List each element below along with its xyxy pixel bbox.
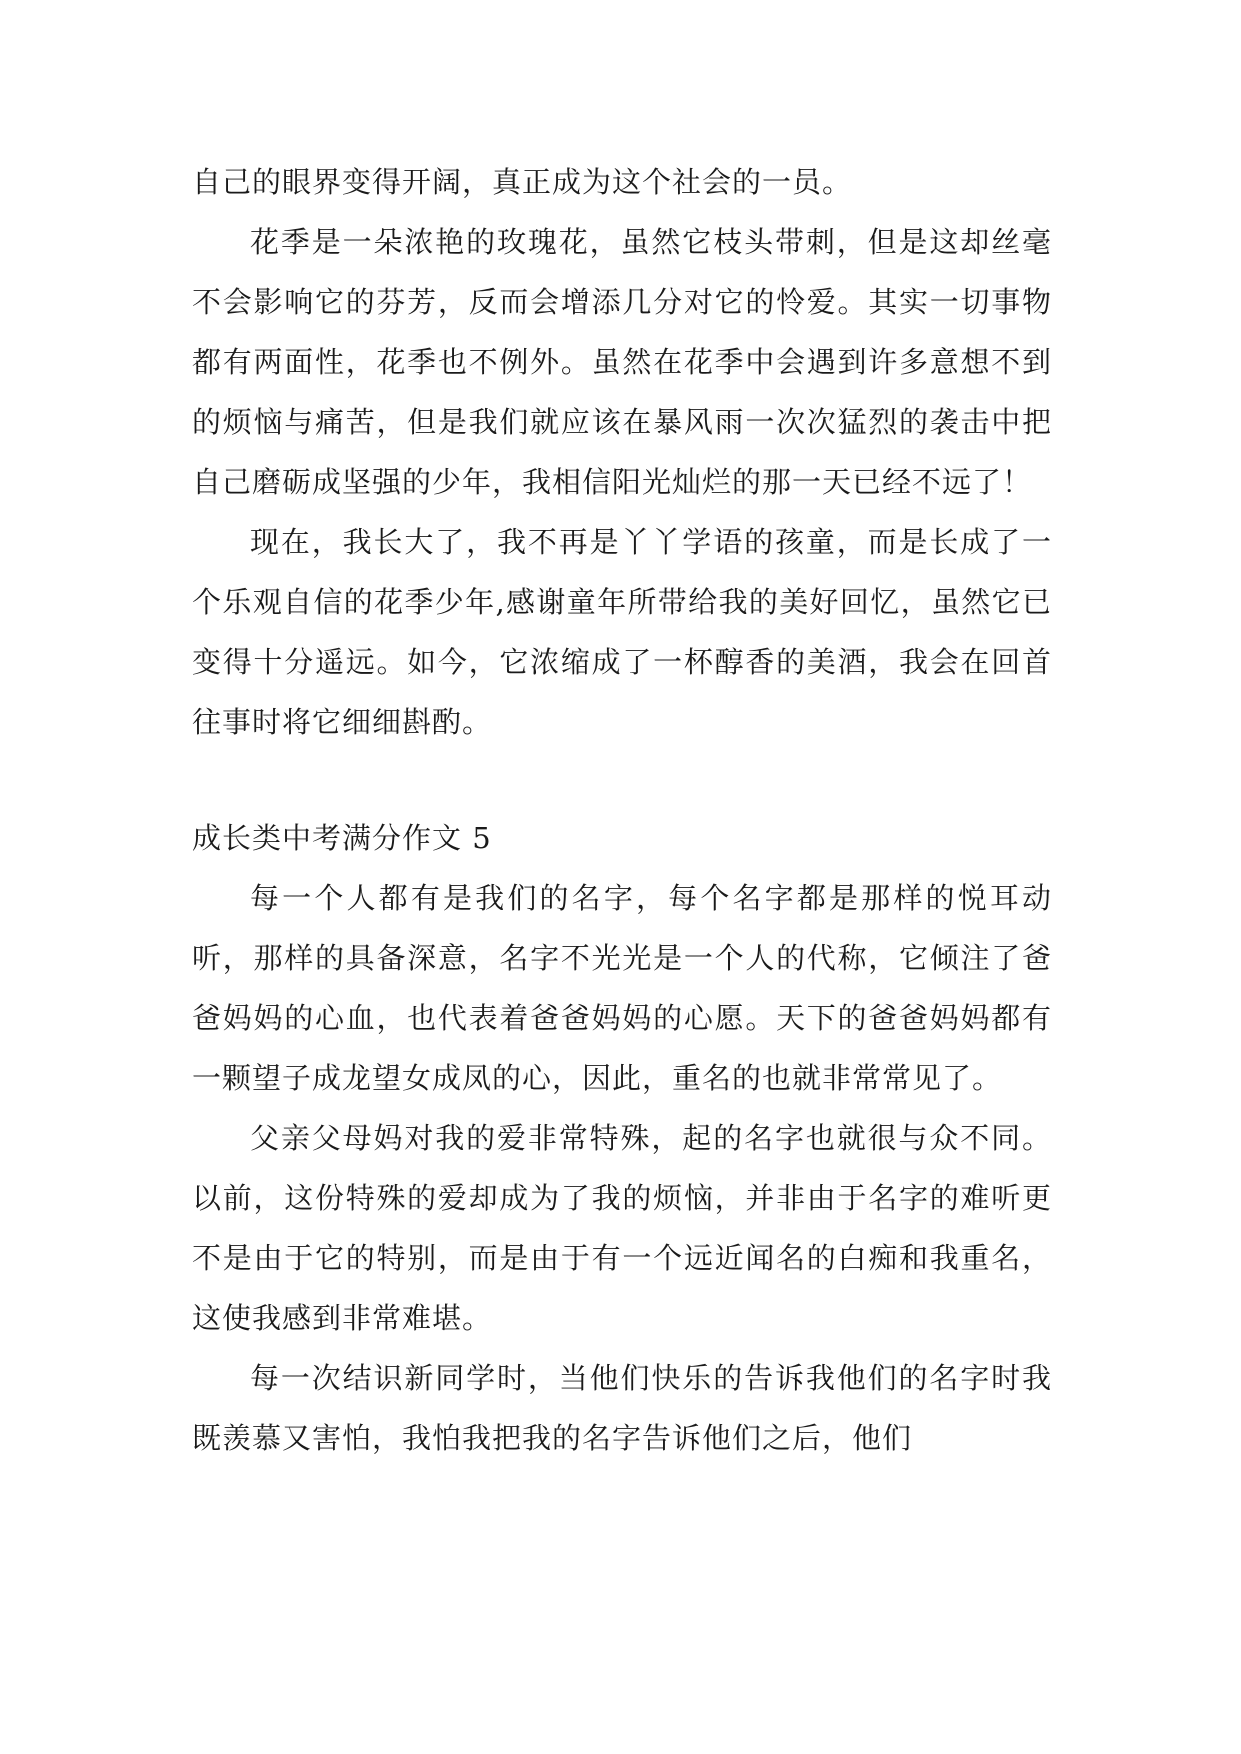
paragraph-parents-love: 父亲父母妈对我的爱非常特殊，起的名字也就很与众不同。以前，这份特殊的爱却成为了我的烦恼，并非由于名字的难听更不是由于它的特别，而是由于有一个远近闻名的白痴和我重名，这使我感到非常难堪。 bbox=[192, 1121, 1052, 1335]
document-page bbox=[192, 152, 1052, 1468]
paragraph-names: 每一个人都有是我们的名字，每个名字都是那样的悦耳动听，那样的具备深意，名字不光光是一个人的代称，它倾注了爸爸妈妈的心血，也代表着爸爸妈妈的心愿。天下的爸爸妈妈都有一颗望子成龙望女成凤的心，因此，重名的也就非常常见了。 bbox=[192, 881, 1052, 1095]
paragraph-new-classmates: 每一次结识新同学时，当他们快乐的告诉我他们的名字时我既羡慕又害怕，我怕我把我的名字告诉他们之后，他们 bbox=[192, 1361, 1052, 1455]
paragraph-flower-season: 花季是一朵浓艳的玫瑰花，虽然它枝头带刺，但是这却丝毫不会影响它的芬芳，反而会增添几分对它的怜爱。其实一切事物都有两面性，花季也不例外。虽然在花季中会遇到许多意想不到的烦恼与痛苦，但是我们就应该在暴风雨一次次猛烈的袭击中把自己磨砺成坚强的少年，我相信阳光灿烂的那一天已经不远了！ bbox=[192, 225, 1052, 499]
paragraph-grown-up: 现在，我长大了，我不再是丫丫学语的孩童，而是长成了一个乐观自信的花季少年,感谢童年所带给我的美好回忆，虽然它已变得十分遥远。如今，它浓缩成了一杯醇香的美酒，我会在回首往事时将它细细斟酌。 bbox=[192, 525, 1052, 739]
section-title: 成长类中考满分作文 5 bbox=[192, 821, 492, 855]
paragraph-continuation: 自己的眼界变得开阔，真正成为这个社会的一员。 bbox=[192, 165, 853, 199]
